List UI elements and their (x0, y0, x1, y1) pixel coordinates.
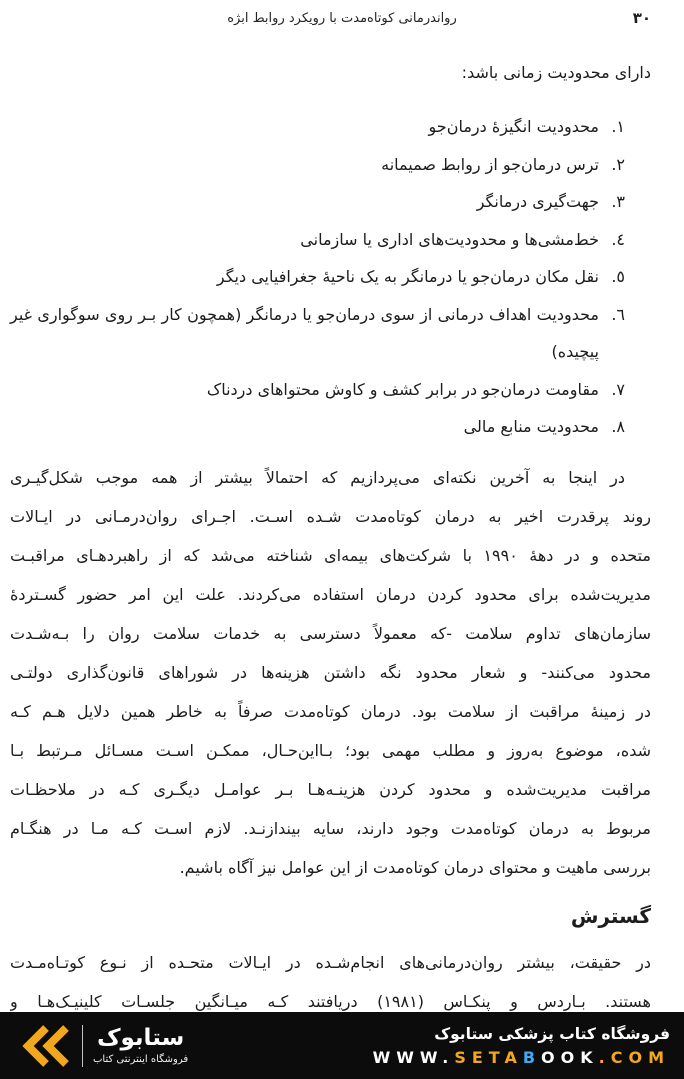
text-line: محدود می‌کنند- و شعار محدود نگه داشتن هزینه‌ها در شوراهای قانون‌گذاری دولتـی (10, 662, 651, 682)
logo-brand-text: ستابوک (96, 1024, 185, 1051)
list-number: ۷. (611, 379, 625, 399)
double-chevron-icon (18, 1024, 72, 1068)
list-number: ٦. (611, 304, 625, 324)
list-item (10, 146, 625, 184)
text-line: مربوط به درمان کوتاه‌مدت وجود دارند، سایه بیندازنـد. لازم اسـت کـه مـا در هنگـام (10, 818, 651, 838)
store-name: فروشگاه کتاب پزشکی ستابوک (434, 1025, 670, 1044)
list-number: ۸. (611, 417, 625, 436)
url-segment: WWW. (372, 1047, 455, 1067)
url-segment: B (522, 1047, 542, 1067)
text-line: در زمینهٔ مراقبت از سلامت بود. درمان کوتاه‌مدت صرفاً به خاطر همین دلایل هـم کـه (10, 701, 651, 721)
list-text: ترس درمان‌جو از روابط صمیمانه (381, 154, 599, 174)
list-text: مقاومت درمان‌جو در برابر کشف و کاوش محتواهای دردناک (206, 379, 599, 399)
text-line: هستند. بـاردس و پنکـاس (۱۹۸۱) دریافتند کـه میـانگین جلسـات کلینیـک‌هـا و (10, 991, 651, 1011)
page-number: ۳۰ (632, 9, 651, 27)
list-text: خط‌مشی‌ها و محدودیت‌های اداری یا سازمانی (300, 229, 599, 249)
numbered-list (10, 108, 651, 446)
section-heading: گسترش (570, 903, 651, 928)
footer-text-block (373, 1025, 670, 1066)
url-segment: OOK (541, 1047, 599, 1067)
logo-divider (82, 1025, 83, 1067)
list-number: ۳. (611, 192, 625, 211)
list-item (10, 408, 625, 446)
footer-url (372, 1047, 670, 1067)
list-item (10, 371, 625, 409)
text-line: بررسی ماهیت و محتوای درمان کوتاه‌مدت از این عوامل نیز آگاه باشیم. (179, 857, 651, 877)
list-text: جهت‌گیری درمانگر (476, 192, 599, 211)
list-item (10, 221, 625, 259)
list-number: ۱. (611, 117, 625, 136)
text-line: روند پرقدرت اخیر به درمان کوتاه‌مدت شـده اسـت. اجـرای روان‌درمـانی در ایـالات (10, 506, 651, 526)
intro-line: دارای محدودیت زمانی باشد: (461, 63, 651, 82)
text-line: شده، موضوع به‌روز و مطلب مهمی بود؛ بـااین‌حـال، ممکـن اسـت مسـائل مـرتبط بـا (10, 740, 651, 760)
list-text: محدودیت اهداف درمانی از سوی درمان‌جو یا درمانگر (همچون کار بـر روی سوگواری غیر پیچیده) (10, 304, 599, 361)
list-number: ٤. (611, 229, 625, 249)
text-line: سازمان‌های تداوم سلامت -که معمولاً دسترسی به خدمات سلامت روان را بـه‌شـدت (10, 623, 651, 643)
page-header (0, 0, 684, 30)
setabook-logo (18, 1024, 188, 1068)
footer-banner (0, 1012, 684, 1079)
text-line: در اینجا به آخرین نکته‌ای می‌پردازیم که احتمالاً بیشتر از همه موجب شکل‌گیـری (10, 467, 625, 487)
text-line: مدیریت‌شده برای محدود کردن درمان استفاده می‌کردند. علت این امر حضور گسـتردهٔ (10, 584, 651, 604)
list-item (10, 258, 625, 296)
paragraph-1 (10, 458, 651, 887)
list-item (10, 183, 625, 221)
text-line: مراقبت مدیریت‌شده و محدود کردن هزینـه‌هـا بـر عوامـل دیگـری کـه در ملاحظـات (10, 779, 651, 799)
list-text: نقل مکان درمان‌جو یا درمانگر به یک ناحیهٔ جغرافیایی دیگر (216, 267, 599, 286)
url-segment: .COM (598, 1047, 670, 1067)
page-body (0, 54, 684, 1021)
paragraph-2 (10, 943, 651, 1021)
list-item (10, 296, 625, 371)
text-line: در حقیقت، بیشتر روان‌درمانی‌های انجام‌شـده در ایـالات متحـده از نـوع کوتـاه‌مـدت (10, 952, 651, 972)
url-segment: SETA (454, 1047, 523, 1067)
logo-tagline: فروشگاه اینترنتی کتاب (93, 1054, 189, 1066)
text-line: متحده و در دههٔ ۱۹۹۰ با شرکت‌های بیمه‌ای شناخته می‌شد که از راهبردهـای مراقبـت (10, 545, 651, 565)
logo-text-block (93, 1026, 188, 1065)
list-number: ٥. (611, 267, 625, 286)
list-number: ۲. (611, 154, 625, 174)
list-text: محدودیت انگیزهٔ درمان‌جو (428, 117, 599, 136)
list-item (10, 108, 625, 146)
running-title: رواندرمانی کوتاه‌مدت با رویکرد روابط ابژه (227, 11, 457, 26)
list-text: محدودیت منابع مالی (463, 417, 599, 436)
